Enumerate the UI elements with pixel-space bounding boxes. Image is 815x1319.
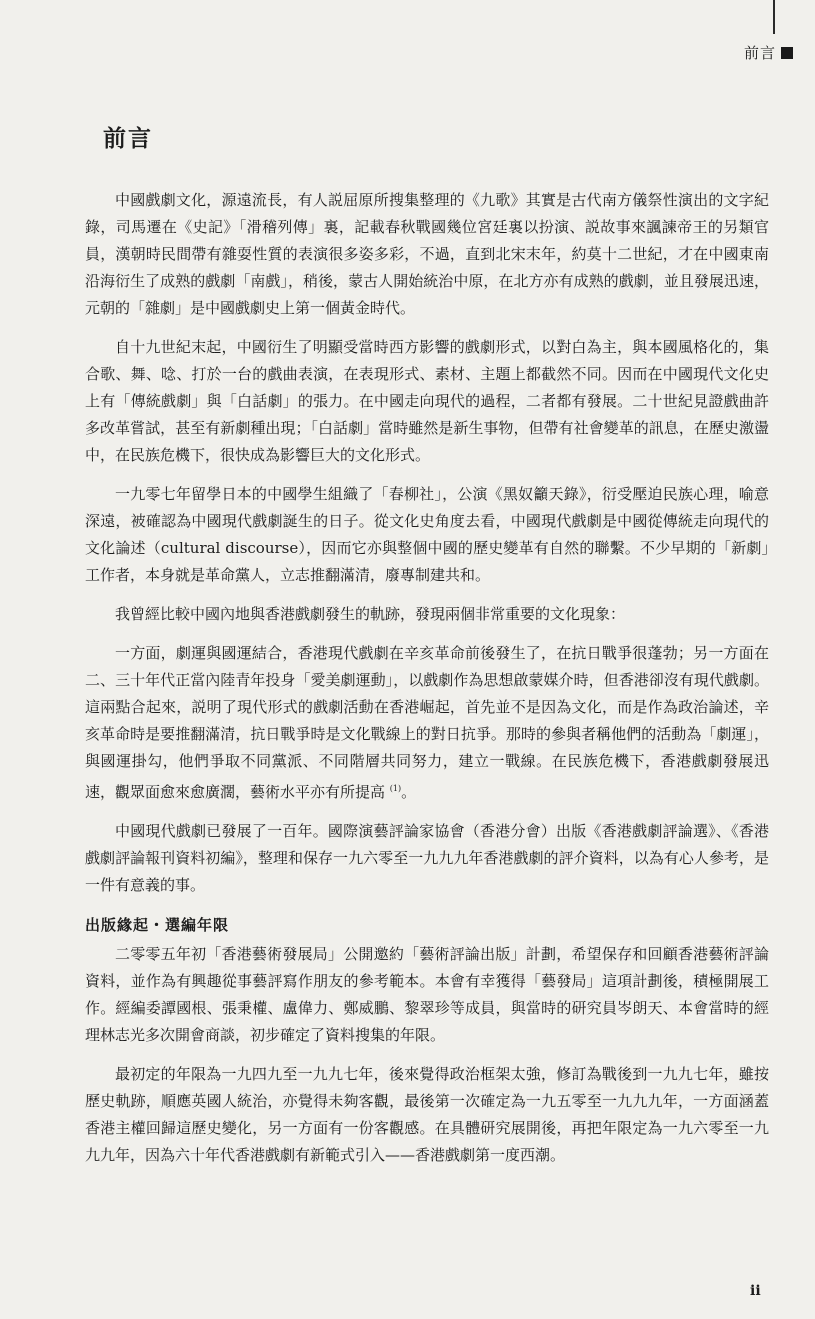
running-head [744, 42, 793, 63]
paragraph: 我曾經比較中國內地與香港戲劇發生的軌跡，發現兩個非常重要的文化現象： [115, 605, 626, 623]
page-number: ii [750, 1283, 761, 1299]
chapter-title: 前言 [103, 126, 153, 152]
page-edge-line [773, 0, 775, 34]
footnote-reference: (1) [389, 784, 402, 793]
square-marker-icon [781, 47, 793, 59]
paragraph: 中國戲劇文化，源遠流長，有人説屈原所搜集整理的《九歌》其實是古代南方儀祭性演出的文字紀錄，司馬遷在《史記》「滑稽列傳」裏，記載春秋戰國幾位宮廷裏以扮演、説故事來諷諫帝王的另類官員，漢朝時民間帶有雜耍性質的表演很多姿多彩，不過，直到北宋末年，約莫十二世紀，才在中國東南沿海衍生了成熟的戲劇「南戲」，稍後，蒙古人開始統治中原，在北方亦有成熟的戲劇，並且發展迅速，元朝的「雜劇」是中國戲劇史上第一個黃金時代。 [85, 191, 769, 317]
paragraph-text: 一方面，劇運與國運結合，香港現代戲劇在辛亥革命前後發生了，在抗日戰爭很蓬勃；另一方面在二、三十年代正當內陸青年投身「愛美劇運動」，以戲劇作為思想啟蒙媒介時，但香港卻沒有現代戲劇。這兩點合起來，説明了現代形式的戲劇活動在香港崛起，首先並不是因為文化，而是作為政治論述，辛亥革命時是要推翻滿清，抗日戰爭時是文化戰線上的對日抗爭。那時的參與者稱他們的活動為「劇運」，與國運掛勾，他們爭取不同黨派、不同階層共同努力，建立一戰線。在民族危機下，香港戲劇發展迅速，觀眾面愈來愈廣濶，藝術水平亦有所提高 [85, 644, 769, 801]
paragraph: 二零零五年初「香港藝術發展局」公開邀約「藝術評論出版」計劃，希望保存和回顧香港藝術評論資料，並作為有興趣從事藝評寫作朋友的參考範本。本會有幸獲得「藝發局」這項計劃後，積極開展工作。經編委譚國根、張秉權、盧偉力、鄭威鵬、黎翠珍等成員，與當時的研究員岑朗天、本會當時的經理林志光多次開會商談，初步確定了資料搜集的年限。 [85, 945, 769, 1044]
section-heading: 出版緣起・選編年限 [85, 916, 230, 934]
paragraph: 一九零七年留學日本的中國學生組織了「春柳社」，公演《黑奴籲天錄》，衍受壓迫民族心理，喻意深遠，被確認為中國現代戲劇誕生的日子。從文化史角度去看，中國現代戲劇是中國從傳統走向現代的文化論述（cultural discourse），因而它亦與整個中國的歷史變革有自然的聯繫。不少早期的「新劇」工作者，本身就是革命黨人，立志推翻滿清，廢專制建共和。 [85, 485, 769, 584]
paragraph-with-footnote [85, 640, 769, 806]
paragraph-tail: 。 [401, 783, 417, 801]
paragraph: 自十九世紀末起，中國衍生了明顯受當時西方影響的戲劇形式，以對白為主，與本國風格化的，集合歌、舞、唸、打於一台的戲曲表演，在表現形式、素材、主題上都截然不同。因而在中國現代文化史上有「傳統戲劇」與「白話劇」的張力。在中國走向現代的過程，二者都有發展。二十世紀見證戲曲許多改革嘗試，甚至有新劇種出現；「白話劇」當時雖然是新生事物，但帶有社會變革的訊息，在歷史激盪中，在民族危機下，很快成為影響巨大的文化形式。 [85, 338, 769, 464]
paragraph: 最初定的年限為一九四九至一九九七年，後來覺得政治框架太強，修訂為戰後到一九九七年，雖按歷史軌跡，順應英國人統治，亦覺得未夠客觀，最後第一次確定為一九五零至一九九九年，一方面涵蓋香港主權回歸這歷史變化，另一方面有一份客觀感。在具體研究展開後，再把年限定為一九六零至一九九九年，因為六十年代香港戲劇有新範式引入——香港戲劇第一度西潮。 [85, 1065, 769, 1164]
paragraph: 中國現代戲劇已發展了一百年。國際演藝評論家協會（香港分會）出版《香港戲劇評論選》、《香港戲劇評論報刊資料初編》，整理和保存一九六零至一九九九年香港戲劇的評介資料，以為有心人參考，是一件有意義的事。 [85, 822, 769, 894]
running-head-text: 前言 [743, 44, 776, 62]
body-text [85, 187, 769, 1169]
